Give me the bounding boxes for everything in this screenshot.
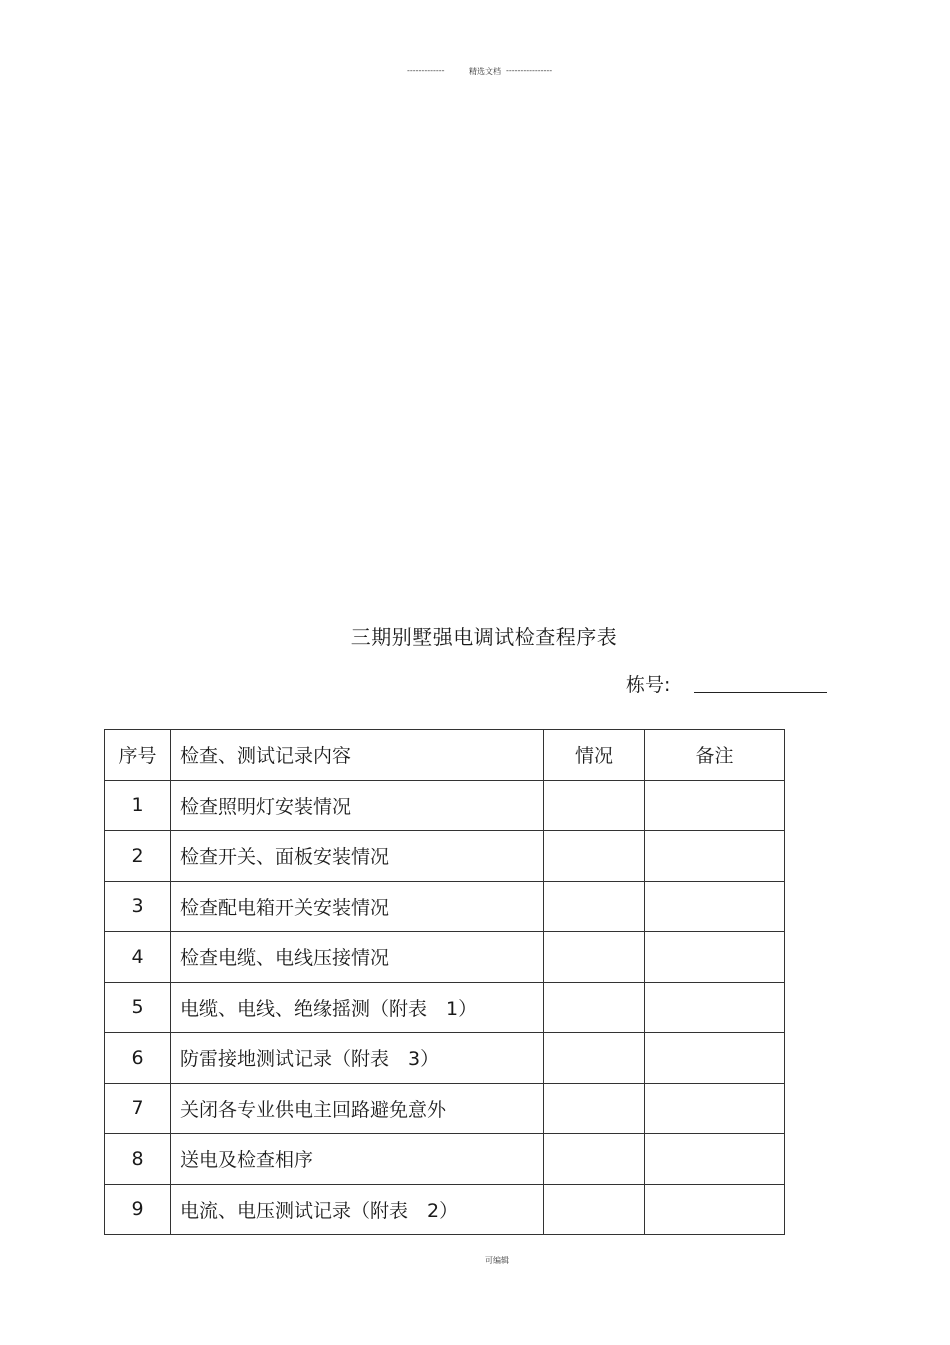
header-content: 检查、测试记录内容 [171,730,544,781]
row-content: 关闭各专业供电主回路避免意外 [171,1083,544,1134]
footer-watermark: 可编辑 [485,1256,509,1265]
row-serial-no: 3 [105,881,171,932]
table-row [105,932,785,983]
row-remark-cell[interactable] [645,1184,785,1235]
row-status-cell[interactable] [544,1134,645,1185]
row-serial-no: 7 [105,1083,171,1134]
row-remark-cell[interactable] [645,881,785,932]
row-remark-cell[interactable] [645,1134,785,1185]
row-status-cell[interactable] [544,1184,645,1235]
building-number-label: 栋号: [626,674,671,696]
row-serial-no: 4 [105,932,171,983]
row-serial-no: 6 [105,1033,171,1084]
row-status-cell[interactable] [544,982,645,1033]
table-row [105,1083,785,1134]
row-serial-no: 5 [105,982,171,1033]
header-label: 精选文档 [469,67,501,76]
row-content: 检查配电箱开关安装情况 [171,881,544,932]
building-number-blank-line[interactable] [694,692,827,693]
table-row [105,881,785,932]
row-serial-no: 9 [105,1184,171,1235]
table-row [105,982,785,1033]
row-status-cell[interactable] [544,780,645,831]
row-remark-cell[interactable] [645,780,785,831]
row-content: 送电及检查相序 [171,1134,544,1185]
row-status-cell[interactable] [544,1033,645,1084]
row-content: 检查电缆、电线压接情况 [171,932,544,983]
row-remark-cell[interactable] [645,982,785,1033]
table-row [105,1033,785,1084]
header-remark: 备注 [645,730,785,781]
row-content: 防雷接地测试记录（附表 3） [171,1033,544,1084]
header-status: 情况 [544,730,645,781]
row-status-cell[interactable] [544,1083,645,1134]
row-remark-cell[interactable] [645,932,785,983]
row-content: 检查照明灯安装情况 [171,780,544,831]
header-dash-right: ---------------- [506,66,553,75]
table-row [105,1134,785,1185]
row-status-cell[interactable] [544,932,645,983]
building-number-field [626,670,670,697]
row-serial-no: 2 [105,831,171,882]
row-content: 电流、电压测试记录（附表 2） [171,1184,544,1235]
row-status-cell[interactable] [544,831,645,882]
row-content: 电缆、电线、绝缘摇测（附表 1） [171,982,544,1033]
table-row [105,1184,785,1235]
header-serial-no: 序号 [105,730,171,781]
table-row [105,831,785,882]
document-title: 三期别墅强电调试检查程序表 [350,625,618,649]
inspection-table [104,729,785,1235]
row-remark-cell[interactable] [645,831,785,882]
row-serial-no: 1 [105,780,171,831]
row-content: 检查开关、面板安装情况 [171,831,544,882]
row-remark-cell[interactable] [645,1083,785,1134]
row-serial-no: 8 [105,1134,171,1185]
row-remark-cell[interactable] [645,1033,785,1084]
row-status-cell[interactable] [544,881,645,932]
header-dash-left: ------------- [407,66,445,75]
table-row [105,780,785,831]
table-header-row [105,730,785,781]
